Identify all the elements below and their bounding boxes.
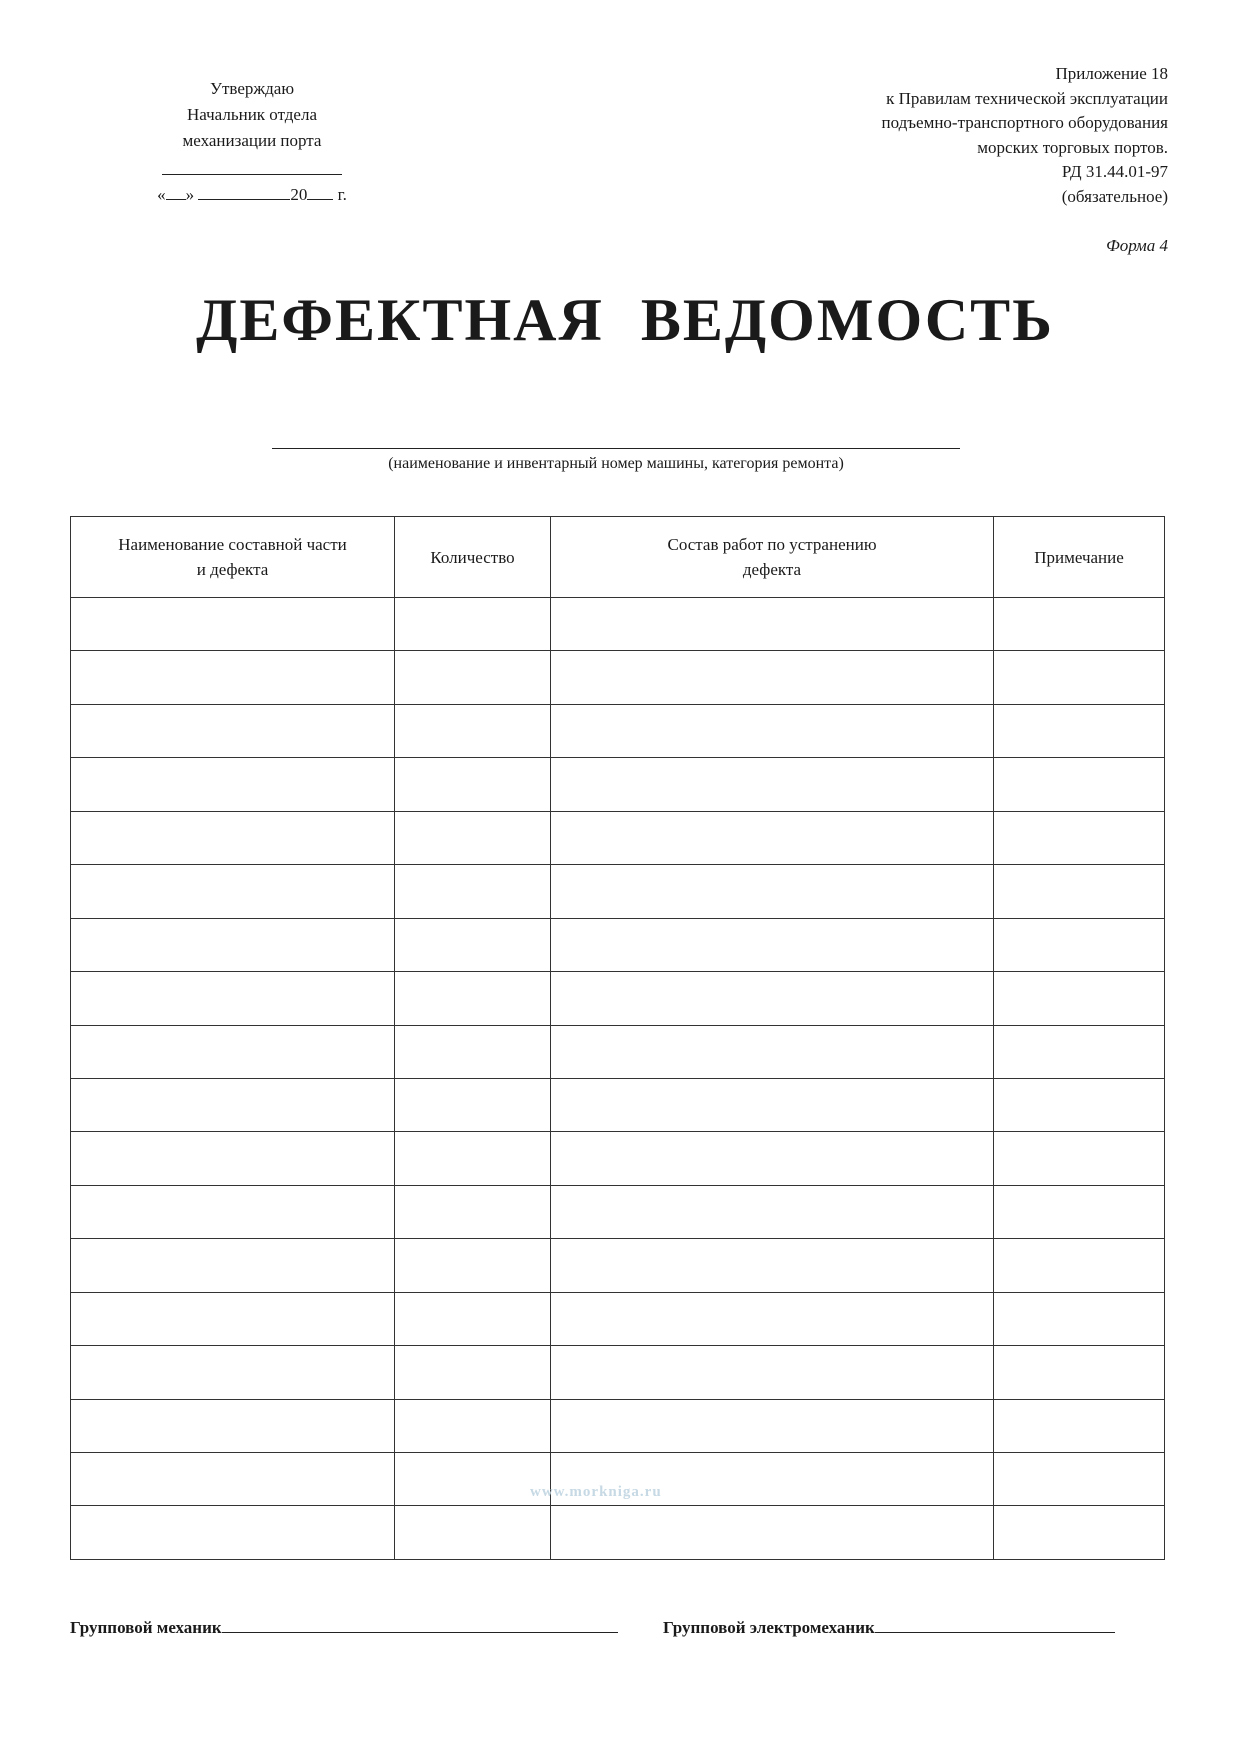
- table-row: [71, 1078, 1165, 1131]
- cell-note[interactable]: [994, 1292, 1165, 1345]
- appendix-document-code: РД 31.44.01-97: [1061, 162, 1168, 181]
- approve-label: Утверждаю: [209, 79, 295, 98]
- cell-note[interactable]: [994, 1453, 1165, 1506]
- cell-work-scope[interactable]: [551, 704, 994, 757]
- cell-quantity[interactable]: [395, 865, 551, 918]
- table-row: [71, 598, 1165, 651]
- cell-note[interactable]: [994, 1506, 1165, 1560]
- table-row: [71, 865, 1165, 918]
- table-row: [71, 811, 1165, 864]
- appendix-line-4: морских торговых портов.: [977, 137, 1168, 157]
- cell-quantity[interactable]: [395, 598, 551, 651]
- table-row: [71, 651, 1165, 704]
- approval-date-row: [132, 181, 372, 208]
- group-electromechanic-line[interactable]: [875, 1614, 1115, 1633]
- cell-note[interactable]: [994, 1185, 1165, 1238]
- cell-work-scope[interactable]: [551, 1185, 994, 1238]
- group-mechanic-signature: [70, 1614, 618, 1638]
- cell-note[interactable]: [994, 972, 1165, 1025]
- cell-quantity[interactable]: [395, 651, 551, 704]
- table-row: [71, 972, 1165, 1025]
- cell-part-and-defect[interactable]: [71, 598, 395, 651]
- year-blank[interactable]: [307, 181, 333, 200]
- cell-part-and-defect[interactable]: [71, 1399, 395, 1452]
- cell-quantity[interactable]: [395, 1292, 551, 1345]
- approver-position-line1: Начальник отдела: [186, 105, 318, 124]
- table-row: [71, 1346, 1165, 1399]
- date-quote-close: »: [185, 185, 195, 204]
- appendix-reference: [748, 62, 1168, 209]
- cell-work-scope[interactable]: [551, 1078, 994, 1131]
- cell-quantity[interactable]: [395, 704, 551, 757]
- watermark: www.morkniga.ru: [530, 1484, 662, 1500]
- machine-name-line[interactable]: [272, 448, 960, 449]
- cell-note[interactable]: [994, 918, 1165, 971]
- cell-work-scope[interactable]: [551, 811, 994, 864]
- cell-quantity[interactable]: [395, 972, 551, 1025]
- cell-quantity[interactable]: [395, 1132, 551, 1185]
- cell-work-scope[interactable]: [551, 972, 994, 1025]
- cell-work-scope[interactable]: [551, 1239, 994, 1292]
- table-row: [71, 918, 1165, 971]
- cell-part-and-defect[interactable]: [71, 651, 395, 704]
- cell-quantity[interactable]: [395, 758, 551, 811]
- cell-work-scope[interactable]: [551, 918, 994, 971]
- cell-note[interactable]: [994, 598, 1165, 651]
- cell-note[interactable]: [994, 1239, 1165, 1292]
- table-body: [71, 598, 1165, 1560]
- group-electromechanic-signature: [663, 1614, 1115, 1638]
- table-row: [71, 1132, 1165, 1185]
- header-work-scope-label: Состав работ по устранению дефекта: [667, 535, 877, 579]
- cell-part-and-defect[interactable]: [71, 811, 395, 864]
- cell-note[interactable]: [994, 1346, 1165, 1399]
- cell-part-and-defect[interactable]: [71, 704, 395, 757]
- form-number: Форма 4: [1106, 236, 1168, 255]
- month-blank[interactable]: [198, 181, 290, 200]
- cell-work-scope[interactable]: [551, 1346, 994, 1399]
- header-quantity: Количество: [395, 517, 551, 598]
- cell-quantity[interactable]: [395, 1025, 551, 1078]
- group-mechanic-line[interactable]: [222, 1614, 618, 1633]
- cell-part-and-defect[interactable]: [71, 1453, 395, 1506]
- cell-work-scope[interactable]: [551, 651, 994, 704]
- table-row: [71, 758, 1165, 811]
- cell-work-scope[interactable]: [551, 1292, 994, 1345]
- appendix-status: (обязательное): [1061, 186, 1168, 206]
- cell-work-scope[interactable]: [551, 1025, 994, 1078]
- cell-work-scope[interactable]: [551, 758, 994, 811]
- cell-quantity[interactable]: [395, 811, 551, 864]
- table-row: [71, 1399, 1165, 1452]
- group-electromechanic-label: Групповой электромеханик: [663, 1618, 875, 1637]
- cell-note[interactable]: [994, 1132, 1165, 1185]
- cell-note[interactable]: [994, 811, 1165, 864]
- cell-quantity[interactable]: [395, 1078, 551, 1131]
- table-row: [71, 1239, 1165, 1292]
- table-row: [71, 1025, 1165, 1078]
- page-title: ДЕФЕКТНАЯ ВЕДОМОСТЬ: [196, 287, 1054, 353]
- cell-note[interactable]: [994, 704, 1165, 757]
- table-row: [71, 1506, 1165, 1560]
- table-row: [71, 1185, 1165, 1238]
- table-header-row: [71, 517, 1165, 598]
- date-quote-open: «: [157, 185, 166, 204]
- approval-block: [132, 76, 372, 208]
- cell-note[interactable]: [994, 758, 1165, 811]
- cell-quantity[interactable]: [395, 1185, 551, 1238]
- defect-table: [70, 516, 1165, 1560]
- cell-quantity[interactable]: [395, 918, 551, 971]
- cell-part-and-defect[interactable]: [71, 1346, 395, 1399]
- cell-part-and-defect[interactable]: [71, 1292, 395, 1345]
- cell-quantity[interactable]: [395, 1506, 551, 1560]
- cell-part-and-defect[interactable]: [71, 1506, 395, 1560]
- cell-note[interactable]: [994, 865, 1165, 918]
- cell-quantity[interactable]: [395, 1239, 551, 1292]
- cell-note[interactable]: [994, 1078, 1165, 1131]
- cell-part-and-defect[interactable]: [71, 1239, 395, 1292]
- approver-position-line2: механизации порта: [182, 131, 322, 150]
- cell-part-and-defect[interactable]: [71, 1132, 395, 1185]
- cell-work-scope[interactable]: [551, 1506, 994, 1560]
- machine-name-caption: (наименование и инвентарный номер машины, категория ремонта): [388, 455, 844, 472]
- appendix-line-3: подъемно-транспортного оборудования: [881, 113, 1168, 132]
- header-part-and-defect: [71, 517, 395, 598]
- year-prefix: 20: [290, 185, 308, 204]
- cell-part-and-defect[interactable]: [71, 865, 395, 918]
- appendix-number: Приложение 18: [1055, 64, 1168, 83]
- cell-quantity[interactable]: [395, 1399, 551, 1452]
- header-note: Примечание: [994, 517, 1165, 598]
- table-row: [71, 704, 1165, 757]
- cell-quantity[interactable]: [395, 1453, 551, 1506]
- header-work-scope: [551, 517, 994, 598]
- cell-part-and-defect[interactable]: [71, 1025, 395, 1078]
- cell-note[interactable]: [994, 1025, 1165, 1078]
- cell-work-scope[interactable]: [551, 865, 994, 918]
- cell-part-and-defect[interactable]: [71, 918, 395, 971]
- table-row: [71, 1292, 1165, 1345]
- appendix-line-2: к Правилам технической эксплуатации: [886, 88, 1168, 108]
- cell-quantity[interactable]: [395, 1346, 551, 1399]
- day-blank[interactable]: [166, 181, 186, 200]
- cell-note[interactable]: [994, 1399, 1165, 1452]
- cell-part-and-defect[interactable]: [71, 1078, 395, 1131]
- cell-part-and-defect[interactable]: [71, 1185, 395, 1238]
- cell-work-scope[interactable]: [551, 1399, 994, 1452]
- header-part-and-defect-label: Наименование составной части и дефекта: [118, 535, 347, 579]
- cell-work-scope[interactable]: [551, 598, 994, 651]
- year-suffix: г.: [337, 185, 347, 204]
- group-mechanic-label: Групповой механик: [70, 1618, 222, 1637]
- cell-part-and-defect[interactable]: [71, 758, 395, 811]
- approver-signature-line[interactable]: [162, 174, 342, 175]
- cell-note[interactable]: [994, 651, 1165, 704]
- cell-work-scope[interactable]: [551, 1132, 994, 1185]
- cell-part-and-defect[interactable]: [71, 972, 395, 1025]
